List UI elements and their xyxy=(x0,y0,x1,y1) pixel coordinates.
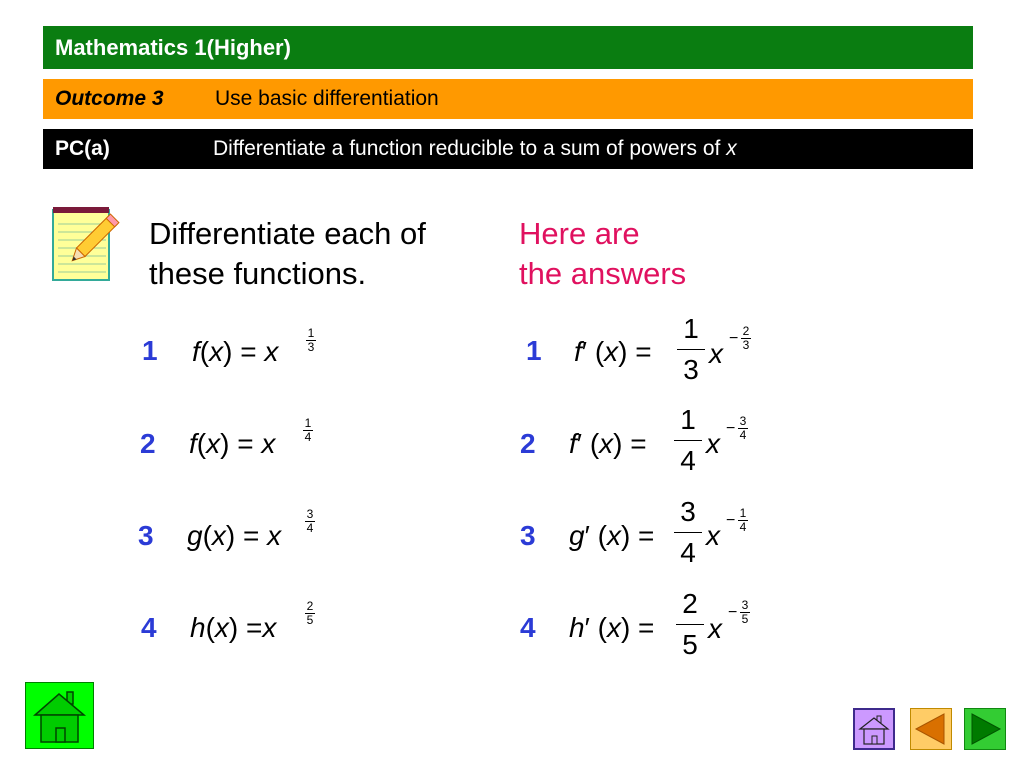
function-name: f xyxy=(192,336,200,367)
prime-mark: ′ xyxy=(584,520,590,551)
equals-sign: = xyxy=(237,428,254,459)
arrow-right-icon xyxy=(965,709,1005,749)
coefficient-fraction xyxy=(676,588,704,661)
exponent-fraction xyxy=(305,509,315,534)
paren-open: ( xyxy=(589,428,600,459)
equals-sign: = xyxy=(630,428,647,459)
exponent-sign: − xyxy=(728,604,738,621)
instruction-line-2: these functions. xyxy=(149,256,367,291)
exponent-denominator: 3 xyxy=(307,340,315,354)
variable: x xyxy=(264,336,279,367)
variable: x xyxy=(706,428,720,459)
home-icon xyxy=(855,710,893,748)
exponent-denominator: 5 xyxy=(306,613,314,627)
exponent-denominator: 4 xyxy=(304,430,312,444)
paren-open: ( xyxy=(597,520,607,551)
equals-sign: = xyxy=(638,612,655,643)
coefficient-denominator: 4 xyxy=(680,445,696,476)
answer-variable xyxy=(709,338,723,370)
exponent-numerator: 1 xyxy=(307,326,315,340)
exponent-fraction xyxy=(728,598,750,626)
pc-text xyxy=(213,129,737,169)
coefficient-denominator: 5 xyxy=(682,629,698,660)
back-button[interactable] xyxy=(910,708,952,750)
variable: x xyxy=(209,336,224,367)
function-name: g xyxy=(187,520,203,551)
exponent-fraction xyxy=(729,324,751,352)
paren-close: ) xyxy=(225,520,236,551)
variable: x xyxy=(262,612,277,643)
exponent-numerator: 3 xyxy=(306,507,314,521)
coefficient-numerator: 3 xyxy=(680,496,696,527)
paren-close: ) xyxy=(228,612,239,643)
coefficient-denominator: 3 xyxy=(683,354,699,385)
exponent-fraction xyxy=(726,414,748,442)
paren-open: ( xyxy=(199,336,210,367)
paren-open: ( xyxy=(594,336,605,367)
exponent-fraction xyxy=(726,506,748,534)
answer-variable xyxy=(706,428,720,460)
pc-text-var: x xyxy=(726,137,737,160)
prime-mark: ′ xyxy=(584,612,590,643)
exponent-numerator: 2 xyxy=(306,599,314,613)
variable: x xyxy=(211,520,226,551)
variable: x xyxy=(214,612,229,643)
paren-open: ( xyxy=(205,612,215,643)
exponent-fraction xyxy=(305,601,315,626)
coefficient-numerator: 2 xyxy=(682,588,698,619)
page-title: Mathematics 1(Higher) xyxy=(55,35,291,60)
exponent-denominator: 3 xyxy=(742,338,750,352)
equals-sign: = xyxy=(638,520,655,551)
exponent-sign: − xyxy=(729,330,739,347)
paren-close: ) xyxy=(620,612,631,643)
pc-label: PC(a) xyxy=(55,137,110,160)
outcome-label: Outcome 3 xyxy=(55,87,164,110)
coefficient-numerator: 1 xyxy=(680,404,696,435)
exponent-numerator: 1 xyxy=(304,416,312,430)
equals-sign: = xyxy=(246,612,263,643)
pc-text-main: Differentiate a function reducible to a sum of powers of xyxy=(213,137,727,160)
answer-number: 3 xyxy=(520,520,536,551)
question-expression xyxy=(187,520,281,552)
prime-mark: ′ xyxy=(581,336,588,367)
paren-close: ) xyxy=(618,336,628,367)
exponent-denominator: 4 xyxy=(739,428,747,442)
equals-sign: = xyxy=(635,336,652,367)
answers-heading xyxy=(519,214,686,294)
home-icon xyxy=(26,683,93,748)
exponent-numerator: 1 xyxy=(739,506,747,520)
answer-variable xyxy=(706,520,720,552)
answer-lhs xyxy=(569,428,647,460)
exponent-sign: − xyxy=(726,512,736,529)
arrow-left-icon xyxy=(911,709,951,749)
coefficient-fraction xyxy=(674,496,702,569)
answer-lhs xyxy=(574,336,652,368)
answer-number: 2 xyxy=(520,428,536,459)
function-name: h xyxy=(190,612,206,643)
home-button[interactable] xyxy=(25,682,94,749)
function-name: f xyxy=(189,428,197,459)
answer-lhs xyxy=(569,520,654,552)
exponent-denominator: 4 xyxy=(739,520,747,534)
paren-open: ( xyxy=(202,520,212,551)
question-expression xyxy=(189,428,275,460)
next-button[interactable] xyxy=(964,708,1006,750)
paren-close: ) xyxy=(220,428,230,459)
coefficient-denominator: 4 xyxy=(680,537,696,568)
answer-number: 1 xyxy=(526,335,542,366)
nav-home-button[interactable] xyxy=(853,708,895,750)
variable: x xyxy=(604,336,619,367)
prime-mark: ′ xyxy=(576,428,583,459)
variable: x xyxy=(267,520,282,551)
instruction-text xyxy=(149,214,426,294)
exponent-numerator: 2 xyxy=(742,324,750,338)
exponent-fraction xyxy=(303,418,313,443)
exponent-numerator: 3 xyxy=(741,598,749,612)
variable: x xyxy=(709,338,723,369)
answers-heading-line-1: Here are xyxy=(519,216,640,251)
notepad-pencil-icon xyxy=(52,206,128,282)
answer-variable xyxy=(708,613,722,645)
paren-open: ( xyxy=(196,428,207,459)
coefficient-numerator: 1 xyxy=(683,313,699,344)
paren-open: ( xyxy=(597,612,607,643)
exponent-numerator: 3 xyxy=(739,414,747,428)
question-number: 1 xyxy=(142,335,158,366)
pc-bar xyxy=(43,129,973,169)
variable: x xyxy=(261,428,276,459)
outcome-text: Use basic differentiation xyxy=(215,87,439,110)
equals-sign: = xyxy=(243,520,260,551)
coefficient-fraction xyxy=(677,313,705,386)
question-expression xyxy=(190,612,276,644)
exponent-fraction xyxy=(306,328,316,353)
paren-close: ) xyxy=(223,336,233,367)
variable: x xyxy=(599,428,614,459)
title-bar xyxy=(43,26,973,69)
answer-number: 4 xyxy=(520,612,536,643)
function-name: h xyxy=(569,612,585,643)
outcome-bar xyxy=(43,79,973,119)
exponent-denominator: 5 xyxy=(741,612,749,626)
function-name: g xyxy=(569,520,585,551)
variable: x xyxy=(706,520,720,551)
question-number: 3 xyxy=(138,520,154,551)
function-name: f xyxy=(574,336,582,367)
question-number: 4 xyxy=(141,612,157,643)
question-number: 2 xyxy=(140,428,156,459)
function-name: f xyxy=(569,428,577,459)
question-expression xyxy=(192,336,278,368)
paren-close: ) xyxy=(620,520,631,551)
answer-lhs xyxy=(569,612,654,644)
answers-heading-line-2: the answers xyxy=(519,256,687,291)
paren-close: ) xyxy=(613,428,623,459)
variable: x xyxy=(708,613,722,644)
variable: x xyxy=(606,612,621,643)
exponent-denominator: 4 xyxy=(306,521,314,535)
equals-sign: = xyxy=(240,336,257,367)
instruction-line-1: Differentiate each of xyxy=(149,216,426,251)
coefficient-fraction xyxy=(674,404,702,477)
exponent-sign: − xyxy=(726,420,736,437)
variable: x xyxy=(206,428,221,459)
variable: x xyxy=(606,520,621,551)
